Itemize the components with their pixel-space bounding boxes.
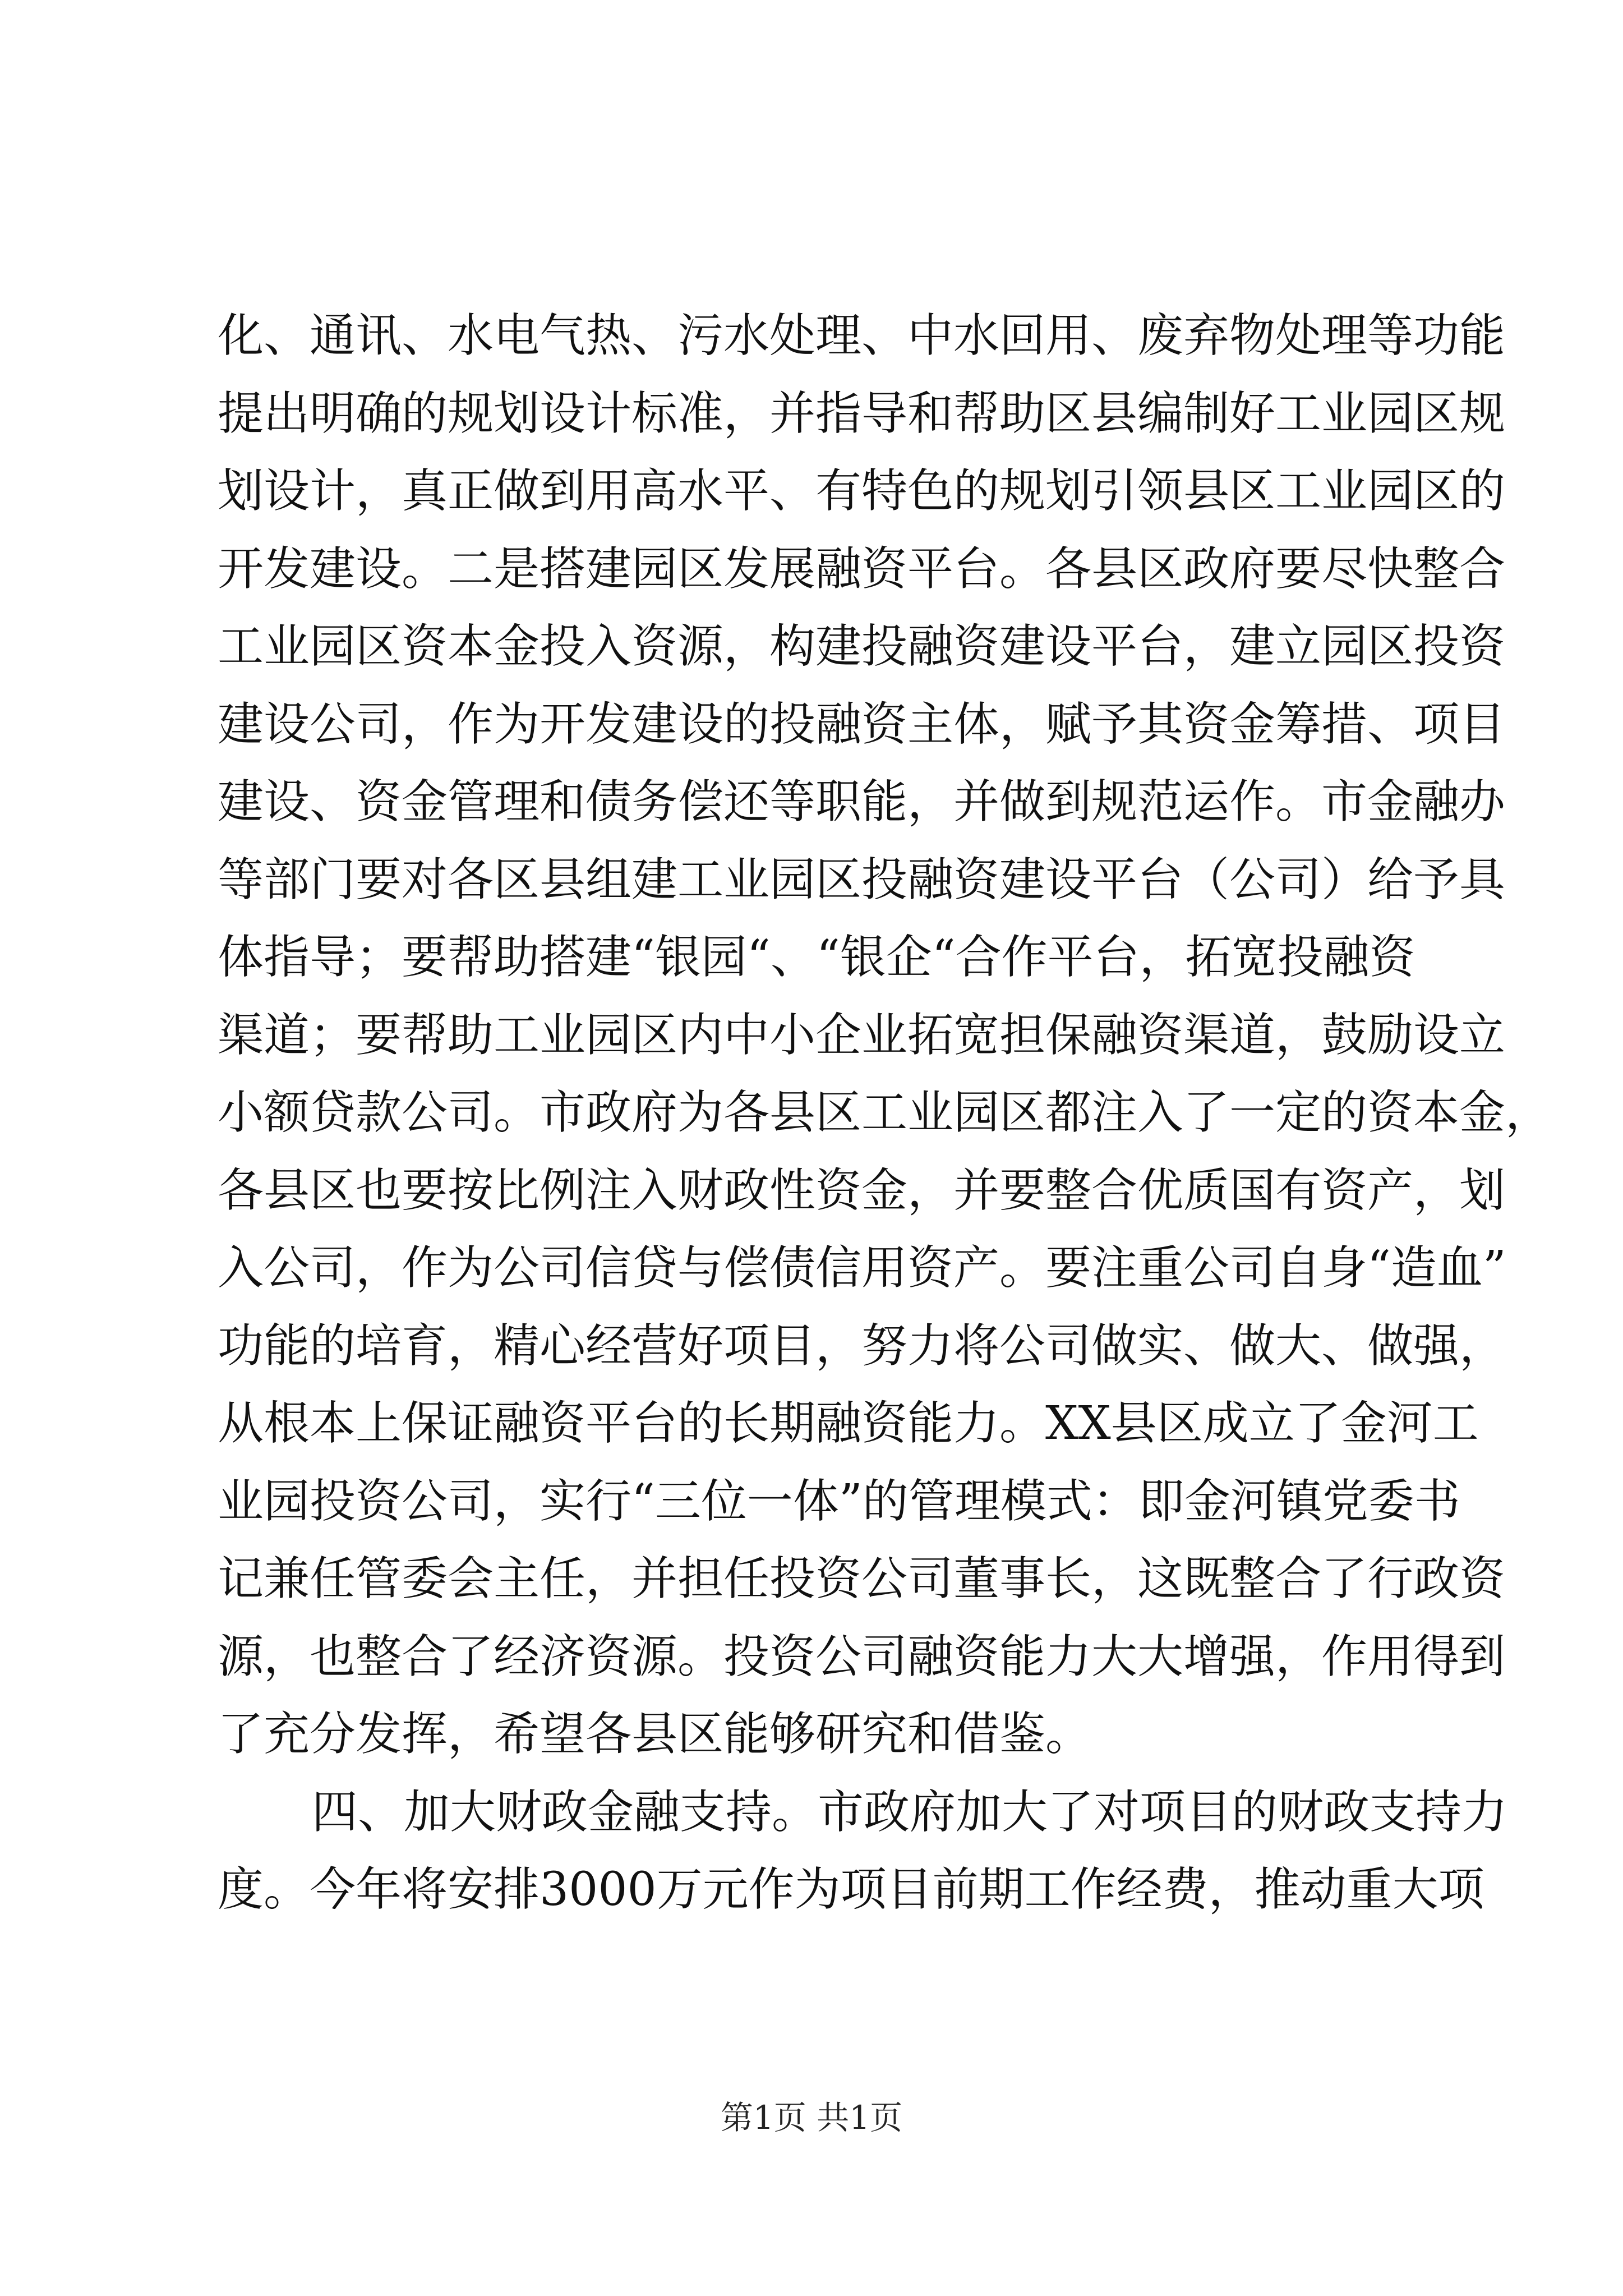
text-line: 化、通讯、水电气热、污水处理、中水回用、废弃物处理等功能 (218, 309, 1506, 362)
text-line: 业园投资公司，实行“三位一体”的管理模式：即金河镇党委书 (218, 1474, 1460, 1528)
text-line: 了充分发挥，希望各县区能够研究和借鉴。 (218, 1708, 1092, 1761)
text-line: 记兼任管委会主任，并担任投资公司董事长，这既整合了行政资 (218, 1552, 1506, 1605)
text-line: 提出明确的规划设计标准，并指导和帮助区县编制好工业园区规 (218, 386, 1506, 440)
text-line: 源，也整合了经济资源。投资公司融资能力大大增强，作用得到 (218, 1630, 1506, 1683)
text-line: 入公司，作为公司信贷与偿债信用资产。要注重公司自身“造血” (218, 1241, 1506, 1295)
text-line: 工业园区资本金投入资源，构建投融资建设平台，建立园区投资 (218, 620, 1506, 673)
section-heading-line: 四、加大财政金融支持。市政府加大了对项目的财政支持力 (312, 1785, 1508, 1839)
text-line: 体指导；要帮助搭建“银园“、“银企“合作平台，拓宽投融资 (218, 931, 1415, 984)
text-line: 从根本上保证融资平台的长期融资能力。XX县区成立了金河工 (218, 1397, 1479, 1450)
text-line: 各县区也要按比例注入财政性资金，并要整合优质国有资产，划 (218, 1163, 1506, 1217)
page-footer: 第1页 共1页 (720, 2099, 903, 2137)
text-line: 划设计，真正做到用高水平、有特色的规划引领县区工业园区的 (218, 464, 1506, 518)
text-line: 度。今年将安排3000万元作为项目前期工作经费，推动重大项 (218, 1863, 1484, 1916)
text-line: 建设公司，作为开发建设的投融资主体，赋予其资金筹措、项目 (218, 697, 1506, 751)
text-line: 建设、资金管理和债务偿还等职能，并做到规范运作。市金融办 (218, 775, 1506, 829)
text-line: 小额贷款公司。市政府为各县区工业园区都注入了一定的资本金， (218, 1086, 1552, 1139)
text-line: 等部门要对各区县组建工业园区投融资建设平台（公司）给予具 (218, 853, 1506, 907)
document-body (218, 297, 1552, 1929)
text-line: 渠道；要帮助工业园区内中小企业拓宽担保融资渠道，鼓励设立 (218, 1008, 1506, 1062)
text-line: 开发建设。二是搭建园区发展融资平台。各县区政府要尽快整合 (218, 542, 1506, 596)
text-line: 功能的培育，精心经营好项目，努力将公司做实、做大、做强， (218, 1319, 1506, 1373)
